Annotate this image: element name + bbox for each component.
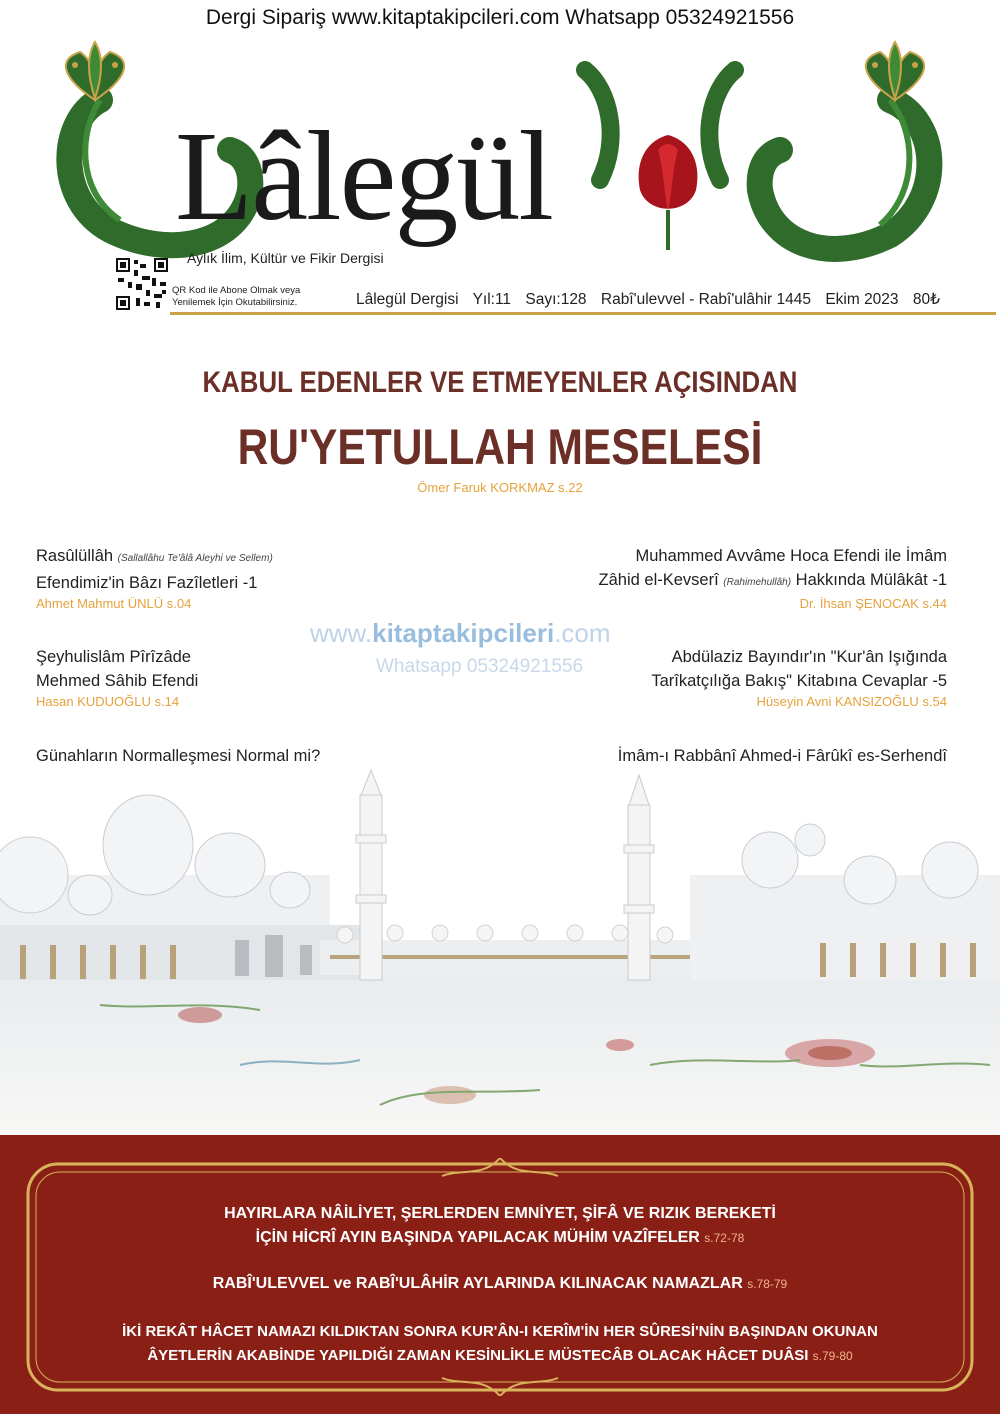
qr-note-line-2: Yenilemek İçin Okutabilirsiniz. [172, 297, 298, 308]
watermark-url [310, 618, 611, 649]
article-title: Rasûlüllâh [36, 547, 114, 565]
right-tulip-flourish [866, 42, 924, 100]
article-honorific: (Rahimehullâh) [723, 577, 792, 588]
article-title: Efendimiz'in Bâzı Fazîletleri -1 [36, 574, 258, 592]
cover-headline-line-2: RU'YETULLAH MESELESİ [237, 419, 763, 475]
magazine-logo: Lâlegül [175, 105, 552, 247]
panel-item-1-page: s.72-78 [704, 1231, 745, 1245]
cover-headline-author: Ömer Faruk KORKMAZ s.22 [417, 480, 583, 495]
cover-headline-line-1: KABUL EDENLER VE ETMEYENLER AÇISINDAN [202, 366, 798, 399]
masthead-divider [170, 312, 996, 315]
article-title: Günahların Normalleşmesi Normal mi? [36, 747, 321, 765]
left-tulip-flourish [66, 42, 124, 100]
article-title: Şeyhulislâm Pîrîzâde [36, 648, 191, 666]
article-title: Tarîkatçılığa Bakış" Kitabına Cevaplar -5 [651, 672, 947, 690]
panel-item-2 [0, 1272, 1000, 1296]
panel-item-2-text: RABÎ'ULEVVEL ve RABÎ'ULÂHİR AYLARINDA KILINACAK NAMAZLAR [212, 1275, 743, 1292]
article-title: Zâhid el-Kevserî [598, 571, 719, 589]
article-left-2 [36, 645, 416, 711]
panel-item-1 [0, 1202, 1000, 1250]
article-right-2 [527, 645, 947, 711]
issue-info [356, 290, 950, 309]
issue-number: Sayı:128 [525, 291, 587, 308]
panel-item-2-page: s.78-79 [747, 1277, 788, 1291]
order-banner: Dergi Sipariş www.kitaptakipcileri.com Whatsapp 05324921556 [205, 6, 795, 29]
qr-note-line-1: QR Kod ile Abone Olmak veya [172, 285, 301, 296]
watermark-pre: www. [310, 618, 373, 648]
red-tulip-icon [639, 135, 698, 250]
issue-price: 80₺ [912, 291, 940, 308]
watermark-brand: kitaptakipcileri [372, 618, 555, 648]
magazine-subtitle: Aylık İlim, Kültür ve Fikir Dergisi [187, 250, 384, 266]
article-author: Dr. İhsan ŞENOCAK s.44 [799, 596, 947, 611]
article-left-1 [36, 544, 416, 613]
article-author: Ahmet Mahmut ÜNLÜ s.04 [36, 596, 192, 611]
article-title: Mehmed Sâhib Efendi [36, 672, 199, 690]
panel-item-3-line-2: ÂYETLERİN AKABİNDE YAPILDIĞI ZAMAN KESİNLİKLE MÜSTECÂB OLACAK HÂCET DUÂSI [147, 1347, 809, 1364]
mosque-photo [0, 765, 1000, 1135]
article-author: Hüseyin Avni KANSIZOĞLU s.54 [756, 694, 947, 709]
qr-code-icon[interactable] [116, 258, 168, 310]
panel-item-3 [0, 1320, 1000, 1368]
issue-hijri-months: Rabî'ulevvel - Rabî'ulâhir 1445 [600, 291, 811, 308]
article-author: Hasan KUDUOĞLU s.14 [36, 694, 180, 709]
issue-name: Lâlegül Dergisi [356, 291, 459, 308]
panel-item-3-page: s.79-80 [812, 1349, 853, 1363]
qr-note [172, 285, 300, 309]
issue-date: Ekim 2023 [825, 291, 899, 308]
panel-item-3-line-1: İKİ REKÂT HÂCET NAMAZI KILDIKTAN SONRA KUR'ÂN-I KERÎM'İN HER SÛRESİ'NİN BAŞINDAN OKUNAN [122, 1323, 878, 1340]
article-title: Muhammed Avvâme Hoca Efendi ile İmâm [635, 547, 947, 565]
panel-item-1-line-2: İÇİN HİCRÎ AYIN BAŞINDA YAPILACAK MÜHİM VAZÎFELER [255, 1229, 700, 1246]
watermark-phone: Whatsapp 05324921556 [376, 656, 584, 677]
article-right-1 [527, 544, 947, 613]
article-honorific: (Sallallâhu Te'âlâ Aleyhi ve Sellem) [117, 553, 273, 564]
watermark-post: .com [554, 618, 611, 648]
panel-item-1-line-1: HAYIRLARA NÂİLİYET, ŞERLERDEN EMNİYET, ŞİFÂ VE RIZIK BEREKETİ [224, 1205, 776, 1222]
article-title: İmâm-ı Rabbânî Ahmed-i Fârûkî es-Serhendî [617, 747, 947, 765]
issue-year: Yıl:11 [472, 291, 512, 308]
article-title: Hakkında Mülâkât -1 [795, 571, 947, 589]
article-title: Abdülaziz Bayındır'ın "Kur'ân Işığında [671, 648, 947, 666]
